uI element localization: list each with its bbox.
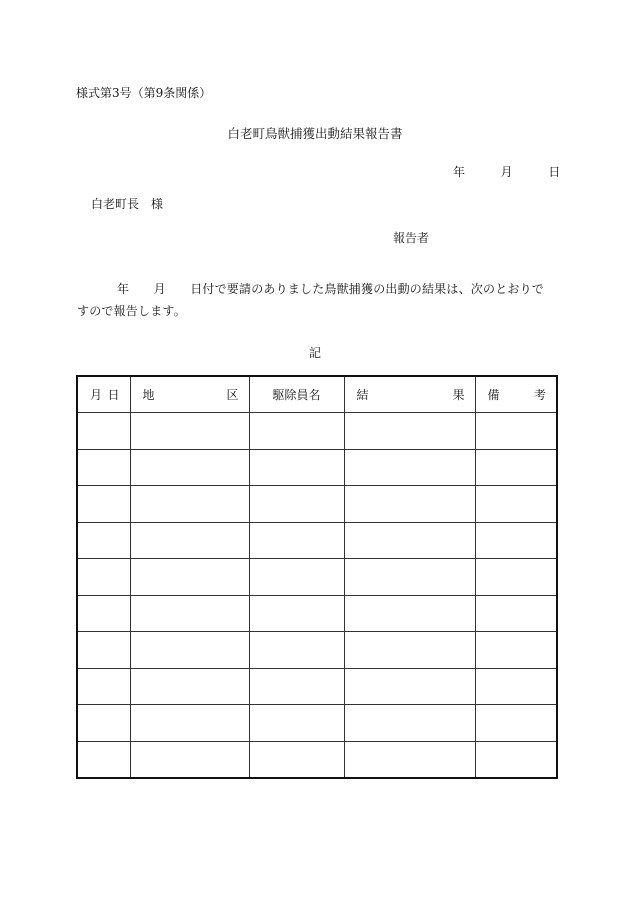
form-number: 様式第3号（第9条関係） bbox=[76, 86, 212, 100]
date-day-label: 日 bbox=[548, 165, 561, 179]
table-cell[interactable] bbox=[249, 741, 344, 778]
table-cell[interactable] bbox=[344, 632, 475, 669]
ki-heading: 記 bbox=[308, 346, 321, 360]
body-text: 年 月 日付で要請のありました鳥獣捕獲の出動の結果は、次のとおりですので報告します。 bbox=[77, 282, 545, 318]
table-cell[interactable] bbox=[130, 632, 249, 669]
table-cell[interactable] bbox=[344, 668, 475, 705]
table-row bbox=[77, 705, 557, 742]
addressee: 白老町長 様 bbox=[91, 197, 164, 211]
column-header-text: 月 bbox=[90, 388, 103, 402]
table-cell[interactable] bbox=[475, 449, 557, 486]
table-cell[interactable] bbox=[475, 705, 557, 742]
reporter-label: 報告者 bbox=[393, 231, 430, 245]
date-year-label: 年 bbox=[453, 165, 466, 179]
column-header-text: 区 bbox=[226, 388, 239, 402]
table-cell[interactable] bbox=[475, 668, 557, 705]
table-cell[interactable] bbox=[249, 413, 344, 450]
table-row bbox=[77, 486, 557, 523]
table-cell[interactable] bbox=[344, 449, 475, 486]
table-cell[interactable] bbox=[475, 559, 557, 596]
table-cell[interactable] bbox=[475, 741, 557, 778]
column-header-text: 日 bbox=[107, 388, 120, 402]
column-header-text: 考 bbox=[533, 388, 546, 402]
table-header-row bbox=[77, 376, 557, 413]
table-cell[interactable] bbox=[77, 449, 130, 486]
table-cell[interactable] bbox=[344, 559, 475, 596]
table-cell[interactable] bbox=[77, 413, 130, 450]
report-table bbox=[76, 375, 558, 779]
table-row bbox=[77, 632, 557, 669]
table-cell[interactable] bbox=[130, 449, 249, 486]
table-row bbox=[77, 668, 557, 705]
table-cell[interactable] bbox=[249, 705, 344, 742]
table-cell[interactable] bbox=[344, 486, 475, 523]
table-cell[interactable] bbox=[249, 522, 344, 559]
table-cell[interactable] bbox=[77, 632, 130, 669]
column-header-3 bbox=[344, 376, 475, 413]
table-cell[interactable] bbox=[77, 559, 130, 596]
table-cell[interactable] bbox=[344, 413, 475, 450]
table-cell[interactable] bbox=[249, 559, 344, 596]
document-title: 白老町鳥獣捕獲出動結果報告書 bbox=[227, 126, 403, 141]
column-header-0 bbox=[77, 376, 130, 413]
table-cell[interactable] bbox=[475, 486, 557, 523]
table-cell[interactable] bbox=[249, 595, 344, 632]
table-cell[interactable] bbox=[130, 741, 249, 778]
table-cell[interactable] bbox=[249, 486, 344, 523]
table-cell[interactable] bbox=[77, 668, 130, 705]
column-header-text: 地 bbox=[142, 388, 155, 402]
table-cell[interactable] bbox=[77, 741, 130, 778]
table-cell[interactable] bbox=[475, 632, 557, 669]
column-header-4 bbox=[475, 376, 557, 413]
table-cell[interactable] bbox=[130, 486, 249, 523]
table-cell[interactable] bbox=[130, 668, 249, 705]
table-cell[interactable] bbox=[130, 705, 249, 742]
table-cell[interactable] bbox=[77, 486, 130, 523]
table-cell[interactable] bbox=[249, 449, 344, 486]
table-cell[interactable] bbox=[77, 595, 130, 632]
table-row bbox=[77, 413, 557, 450]
table-cell[interactable] bbox=[77, 522, 130, 559]
table-row bbox=[77, 449, 557, 486]
column-header-1 bbox=[130, 376, 249, 413]
table-cell[interactable] bbox=[344, 705, 475, 742]
column-header-text: 駆除員名 bbox=[272, 388, 321, 402]
table-row bbox=[77, 741, 557, 778]
table-cell[interactable] bbox=[344, 522, 475, 559]
table-cell[interactable] bbox=[475, 595, 557, 632]
table-cell[interactable] bbox=[249, 632, 344, 669]
column-header-2 bbox=[249, 376, 344, 413]
table-cell[interactable] bbox=[130, 595, 249, 632]
table-row bbox=[77, 595, 557, 632]
table-cell[interactable] bbox=[130, 522, 249, 559]
column-header-text: 備 bbox=[487, 388, 500, 402]
table-cell[interactable] bbox=[475, 522, 557, 559]
table-row bbox=[77, 522, 557, 559]
table-row bbox=[77, 559, 557, 596]
column-header-text: 果 bbox=[452, 388, 465, 402]
date-line bbox=[453, 163, 560, 180]
table-cell[interactable] bbox=[344, 741, 475, 778]
table-cell[interactable] bbox=[249, 668, 344, 705]
table-cell[interactable] bbox=[130, 559, 249, 596]
date-month-label: 月 bbox=[500, 165, 513, 179]
table-cell[interactable] bbox=[130, 413, 249, 450]
table-cell[interactable] bbox=[475, 413, 557, 450]
table-cell[interactable] bbox=[77, 705, 130, 742]
table-cell[interactable] bbox=[344, 595, 475, 632]
column-header-text: 結 bbox=[356, 388, 369, 402]
